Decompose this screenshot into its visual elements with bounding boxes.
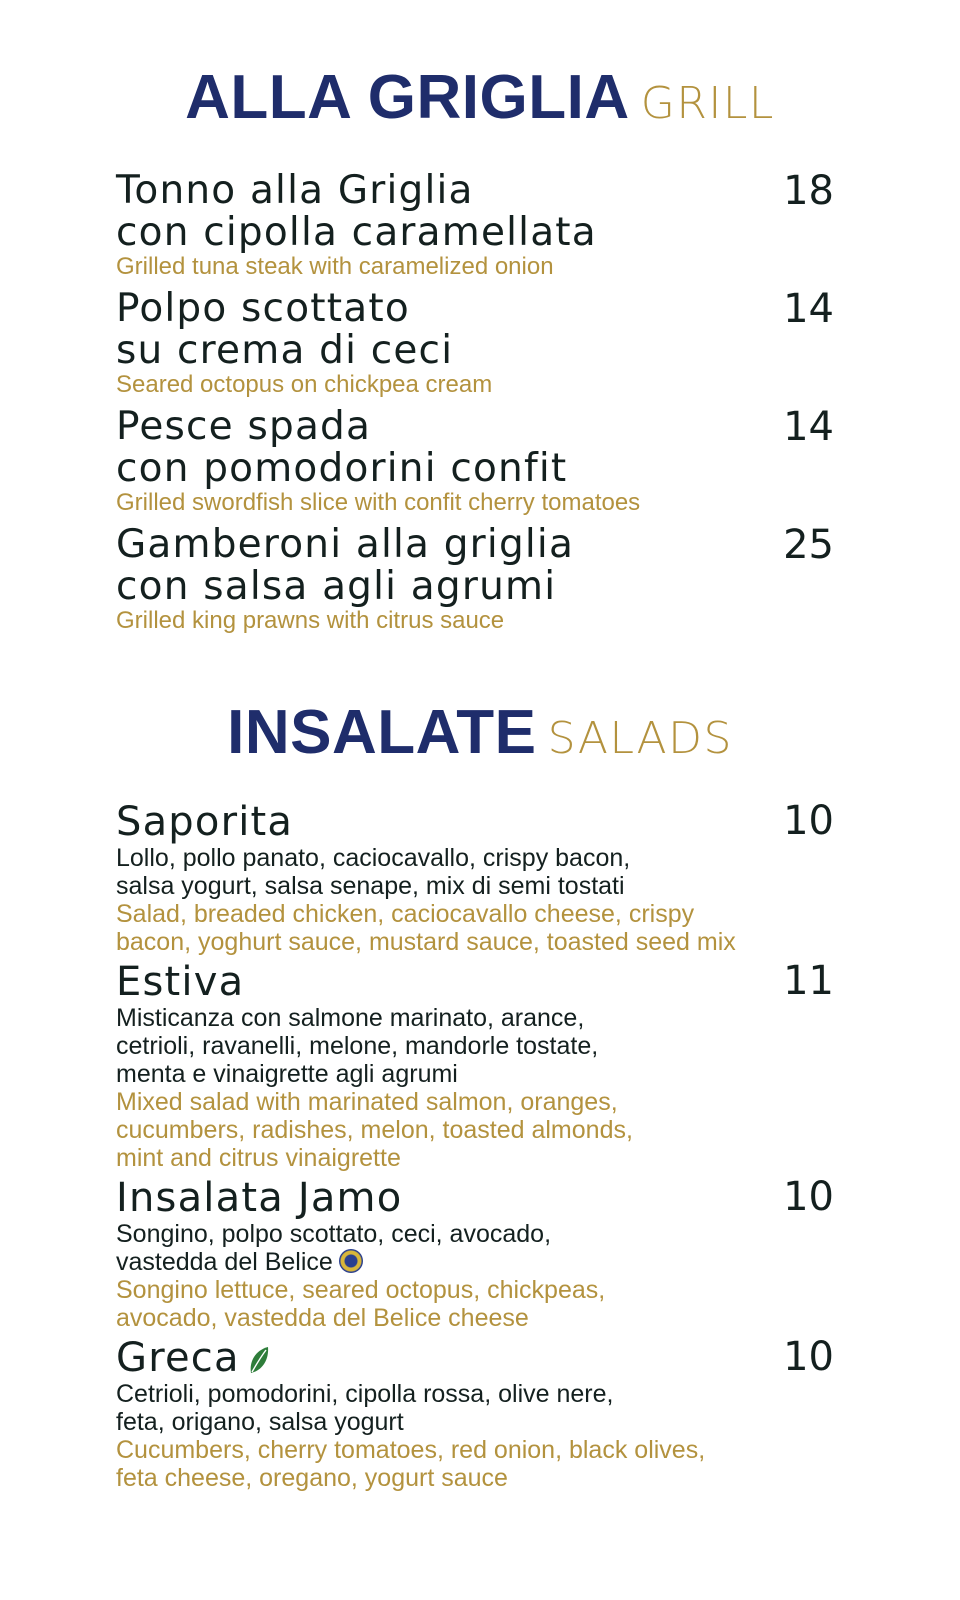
item-description-italian: salsa yogurt, salsa senape, mix di semi tostati [116, 872, 625, 900]
item-name-line2: con salsa agli agrumi [116, 564, 557, 609]
item-description-italian: menta e vinaigrette agli agrumi [116, 1060, 458, 1088]
item-description-english: Salad, breaded chicken, caciocavallo cheese, crispy [116, 900, 695, 928]
grill-title-italian: ALLA GRIGLIA [185, 63, 630, 132]
item-name-line1: Polpo scottato [116, 286, 410, 331]
item-description-english: Songino lettuce, seared octopus, chickpeas, [116, 1276, 606, 1304]
menu-item-pesce-spada [116, 406, 834, 516]
menu-item-polpo [116, 288, 834, 398]
menu-item-tonno [116, 170, 834, 280]
item-name-line1: Gamberoni alla griglia [116, 522, 575, 567]
item-name-line2: con pomodorini confit [116, 446, 568, 491]
item-name: Saporita [116, 799, 294, 845]
salads-section-title [0, 697, 960, 768]
igp-quality-badge-icon [339, 1249, 363, 1273]
item-description-english: mint and citrus vinaigrette [116, 1144, 401, 1172]
menu-item-gamberoni [116, 524, 834, 634]
item-name: Insalata Jamo [116, 1175, 403, 1221]
item-description-english: Grilled tuna steak with caramelized onion [116, 253, 554, 280]
item-description-italian: Cetrioli, pomodorini, cipolla rossa, olive nere, [116, 1380, 614, 1408]
item-description-italian-with-badge [116, 1248, 834, 1276]
item-description-english: Seared octopus on chickpea cream [116, 371, 493, 398]
grill-section-title [0, 62, 960, 133]
item-price: 14 [783, 286, 834, 332]
item-description-italian: vastedda del Belice [116, 1248, 333, 1276]
item-description-english: feta cheese, oregano, yogurt sauce [116, 1464, 508, 1492]
item-description-english: Grilled king prawns with citrus sauce [116, 607, 505, 634]
item-description-italian: Songino, polpo scottato, ceci, avocado, [116, 1220, 552, 1248]
item-price: 11 [783, 958, 834, 1004]
item-price: 14 [783, 404, 834, 450]
item-price: 25 [783, 522, 834, 568]
item-description-italian: feta, origano, salsa yogurt [116, 1408, 404, 1436]
item-description-italian: Misticanza con salmone marinato, arance, [116, 1004, 585, 1032]
menu-item-estiva [116, 960, 834, 1172]
salads-title-italian: INSALATE [227, 698, 537, 767]
item-description-italian: cetrioli, ravanelli, melone, mandorle tostate, [116, 1032, 599, 1060]
item-description-english: bacon, yoghurt sauce, mustard sauce, toasted seed mix [116, 928, 736, 956]
salads-title-english: SALADS [547, 713, 733, 764]
item-price: 18 [783, 168, 834, 214]
item-price: 10 [783, 1174, 834, 1220]
menu-item-saporita [116, 800, 834, 956]
vegetarian-leaf-icon [248, 1345, 270, 1375]
item-name-line2: con cipolla caramellata [116, 210, 597, 255]
item-description-english: Cucumbers, cherry tomatoes, red onion, black olives, [116, 1436, 706, 1464]
item-price: 10 [783, 798, 834, 844]
item-name-line1: Tonno alla Griglia [116, 168, 474, 213]
item-name: Estiva [116, 959, 245, 1005]
item-description-english: avocado, vastedda del Belice cheese [116, 1304, 529, 1332]
item-price: 10 [783, 1334, 834, 1380]
item-description-italian: Lollo, pollo panato, caciocavallo, crispy bacon, [116, 844, 631, 872]
item-name-line1: Pesce spada [116, 404, 372, 449]
item-name-with-icon [116, 1336, 834, 1380]
item-name-line2: su crema di ceci [116, 328, 454, 373]
menu-item-greca [116, 1336, 834, 1492]
item-description-english: Grilled swordfish slice with confit cherry tomatoes [116, 489, 641, 516]
item-description-english: cucumbers, radishes, melon, toasted almonds, [116, 1116, 633, 1144]
item-description-english: Mixed salad with marinated salmon, oranges, [116, 1088, 618, 1116]
menu-item-insalata-jamo [116, 1176, 834, 1332]
item-name: Greca [116, 1335, 240, 1381]
grill-title-english: GRILL [640, 78, 775, 129]
